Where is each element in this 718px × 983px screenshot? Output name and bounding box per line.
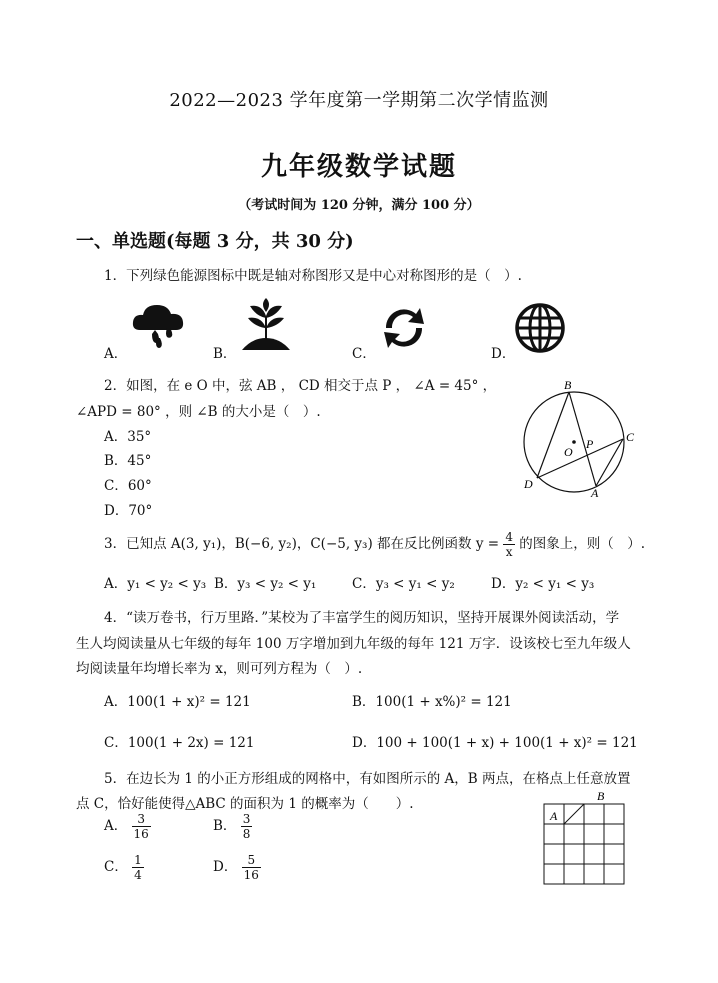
q1-option-d-label: D． xyxy=(491,346,516,362)
q5-option-d-fraction xyxy=(242,853,261,882)
q3-option-b: B．y₃ < y₂ < y₁ xyxy=(214,576,317,592)
exam-note: （考试时间为 120 分钟，满分 100 分） xyxy=(238,198,480,213)
recycle-arrows-icon xyxy=(376,300,432,356)
q5-option-a-label: A． xyxy=(104,818,128,834)
page-title: 九年级数学试题 xyxy=(260,152,457,182)
q5-option-b-label: B． xyxy=(213,818,237,834)
label-p: P xyxy=(586,437,594,451)
exam-term: 2022—2023 学年度第一学期第二次学情监测 xyxy=(169,90,549,111)
q4-option-a: A．100(1 + x)² = 121 xyxy=(104,694,251,710)
section-heading: 一、单选题(每题 3 分，共 30 分) xyxy=(76,231,354,252)
q3-stem-text: 3．已知点 A(3, y₁)，B(−6, y₂)，C(−5, y₃) 都在反比例函数 y = xyxy=(104,536,500,552)
cloud-rain-icon xyxy=(130,296,186,352)
q5-option-b-fraction xyxy=(241,812,253,841)
q5-c-denominator: 4 xyxy=(134,868,142,882)
q4-option-c: C．100(1 + 2x) = 121 xyxy=(104,735,255,751)
question-4-line3: 均阅读量年均增长率为 x，则可列方程为（ ）. xyxy=(76,661,363,677)
label-c: C xyxy=(626,430,635,444)
question-4-line2: 生人均阅读量从七年级的每年 100 万字增加到九年级的每年 121 万字．设该校七至九年级人 xyxy=(76,636,631,652)
q3-fraction-denominator: x xyxy=(505,545,513,559)
q5-b-denominator: 8 xyxy=(242,827,251,841)
question-4-line1: 4．“读万卷书，行万里路．”某校为了丰富学生的阅历知识，坚持开展课外阅读活动，学 xyxy=(104,610,620,626)
q5-d-numerator: 5 xyxy=(242,853,261,868)
question-2-stem-line2: ∠APD = 80° ，则 ∠B 的大小是（ ）. xyxy=(76,404,321,420)
label-d: D xyxy=(524,477,533,491)
q5-b-numerator: 3 xyxy=(242,812,251,826)
q3-option-c: C．y₃ < y₁ < y₂ xyxy=(352,576,455,592)
q5-c-numerator: 1 xyxy=(134,853,142,867)
q3-stem-tail: 的图象上，则（ ）. xyxy=(519,536,646,552)
label-o: O xyxy=(564,445,573,459)
q5-option-a xyxy=(104,812,151,841)
q5-option-d-label: D． xyxy=(213,859,238,875)
q1-option-b-label: B． xyxy=(213,346,237,362)
q2-option-c: C．60° xyxy=(104,478,152,494)
grid-label-a: A xyxy=(550,809,558,823)
q3-fraction-numerator: 4 xyxy=(505,530,513,544)
question-5-line2: 点 C，恰好能使得△ABC 的面积为 1 的概率为（ ）. xyxy=(76,796,414,812)
q5-a-denominator: 16 xyxy=(133,827,149,841)
q1-option-a-label: A． xyxy=(104,346,128,362)
q5-option-d xyxy=(213,853,261,882)
question-2-stem-line1: 2．如图，在 e O 中，弦 AB ， CD 相交于点 P ， ∠A = 45° ， xyxy=(104,378,497,394)
q4-option-b: B．100(1 + x%)² = 121 xyxy=(352,694,512,710)
q3-option-d: D．y₂ < y₁ < y₃ xyxy=(491,576,595,592)
q2-option-b: B．45° xyxy=(104,453,152,469)
q5-option-a-fraction xyxy=(132,812,151,841)
q1-option-c-label: C． xyxy=(352,346,376,362)
label-a: A xyxy=(591,486,599,500)
q5-option-c-label: C． xyxy=(104,859,128,875)
q3-fraction xyxy=(503,530,515,559)
label-b: B xyxy=(564,378,572,392)
q5-option-c xyxy=(104,853,144,882)
q3-option-a: A．y₁ < y₂ < y₃ xyxy=(104,576,207,592)
q2-option-d: D．70° xyxy=(104,503,153,519)
q5-d-denominator: 16 xyxy=(243,868,259,882)
q4-option-d: D．100 + 100(1 + x) + 100(1 + x)² = 121 xyxy=(352,735,638,751)
circle-chord-figure xyxy=(512,372,652,502)
question-5-line1: 5．在边长为 1 的小正方形组成的网格中，有如图所示的 A，B 两点，在格点上任意放置 xyxy=(104,771,631,787)
q2-option-a: A．35° xyxy=(104,429,152,445)
q5-option-c-fraction xyxy=(132,853,144,882)
q5-option-b xyxy=(213,812,252,841)
question-1-stem: 1．下列绿色能源图标中既是轴对称图形又是中心对称图形的是（ ）. xyxy=(104,268,522,284)
question-3-stem xyxy=(104,530,645,559)
grid-label-b: B xyxy=(597,789,605,803)
globe-icon xyxy=(514,302,566,354)
sprout-icon xyxy=(238,296,294,352)
q5-a-numerator: 3 xyxy=(132,812,151,827)
grid-figure xyxy=(540,788,630,892)
